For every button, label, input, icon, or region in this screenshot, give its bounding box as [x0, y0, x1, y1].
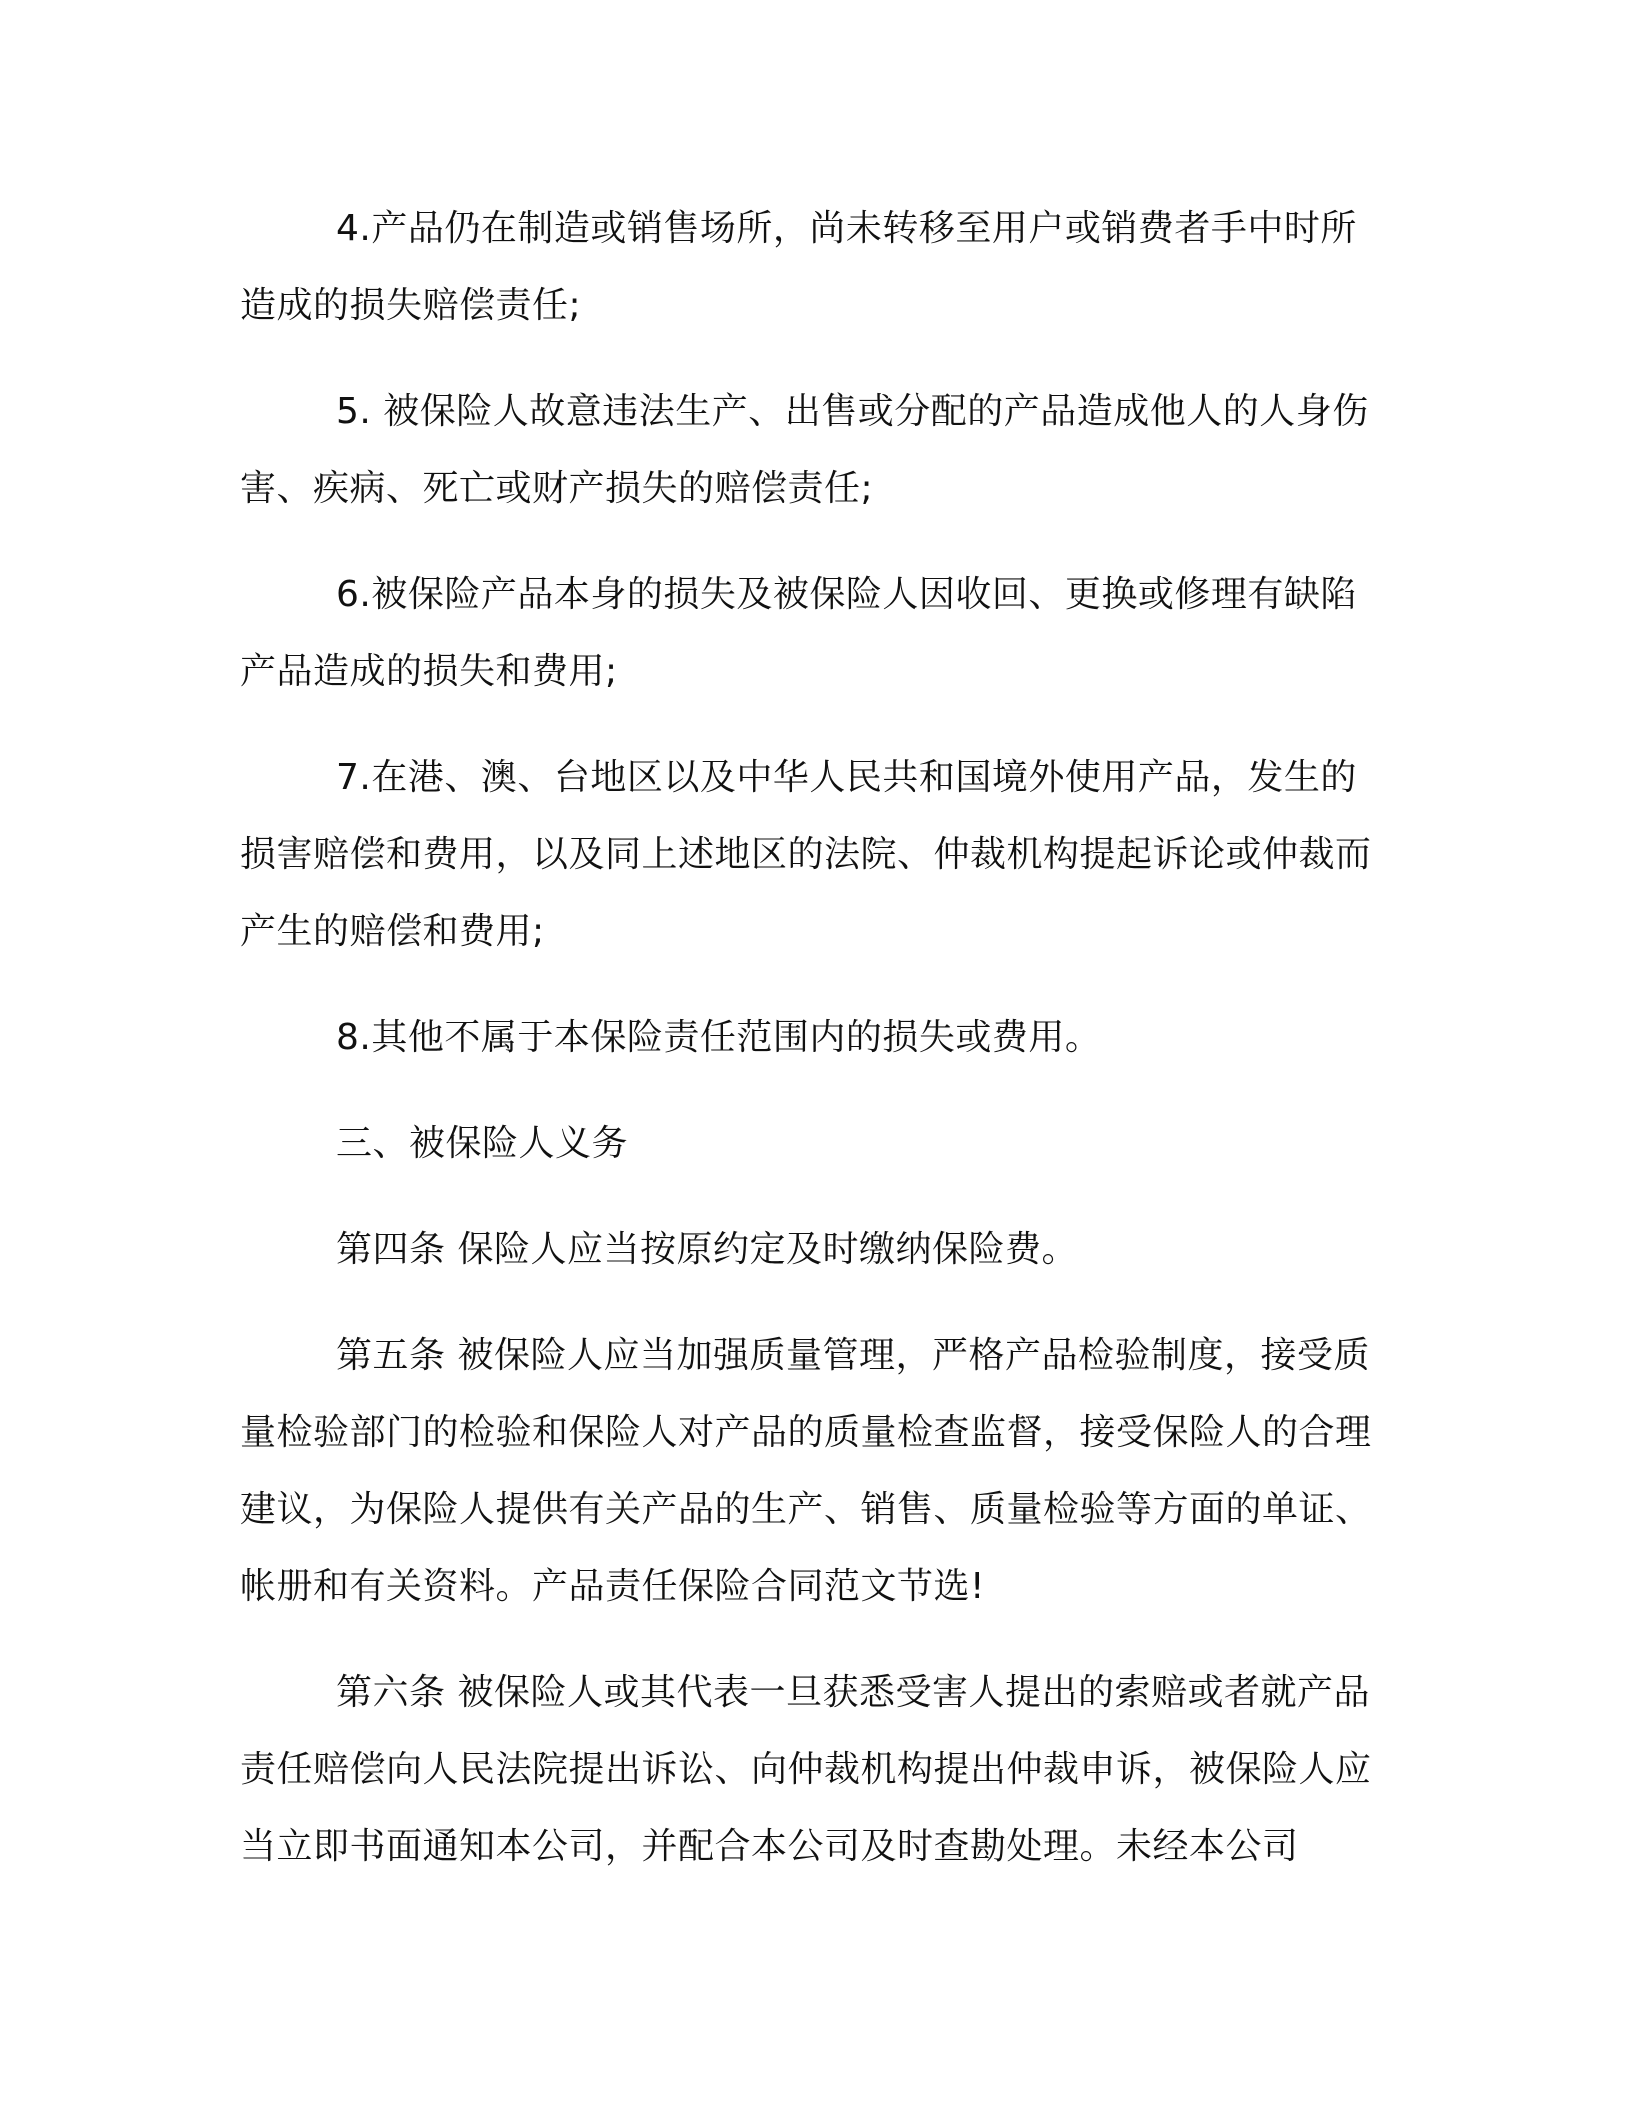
clause-item-6: 6.被保险产品本身的损失及被保险人因收回、更换或修理有缺陷产品造成的损失和费用;: [240, 574, 1357, 692]
article-6: 第六条 被保险人或其代表一旦获悉受害人提出的索赔或者就产品责任赔偿向人民法院提出诉讼、向仲裁机构提出仲裁申诉，被保险人应当立即书面通知本公司，并配合本公司及时查勘处理。未经本公司: [240, 1672, 1372, 1867]
document-body: [240, 190, 1390, 1914]
article-5: 第五条 被保险人应当加强质量管理，严格产品检验制度，接受质量检验部门的检验和保险人对产品的质量检查监督，接受保险人的合理建议，为保险人提供有关产品的生产、销售、质量检验等方面的单证、帐册和有关资料。产品责任保险合同范文节选!: [240, 1335, 1372, 1607]
article-4: 第四条 保险人应当按原约定及时缴纳保险费。: [336, 1229, 1078, 1270]
clause-item-7: 7.在港、澳、台地区以及中华人民共和国境外使用产品，发生的损害赔偿和费用，以及同上述地区的法院、仲裁机构提起诉论或仲裁而产生的赔偿和费用;: [240, 757, 1372, 952]
clause-item-5: 5. 被保险人故意违法生产、出售或分配的产品造成他人的人身伤害、疾病、死亡或财产损失的赔偿责任;: [240, 391, 1369, 509]
clause-item-8: 8.其他不属于本保险责任范围内的损失或费用。: [336, 1017, 1102, 1058]
section-heading: 三、被保险人义务: [336, 1123, 629, 1164]
clause-item-4: 4.产品仍在制造或销售场所，尚未转移至用户或销费者手中时所造成的损失赔偿责任;: [240, 208, 1357, 326]
